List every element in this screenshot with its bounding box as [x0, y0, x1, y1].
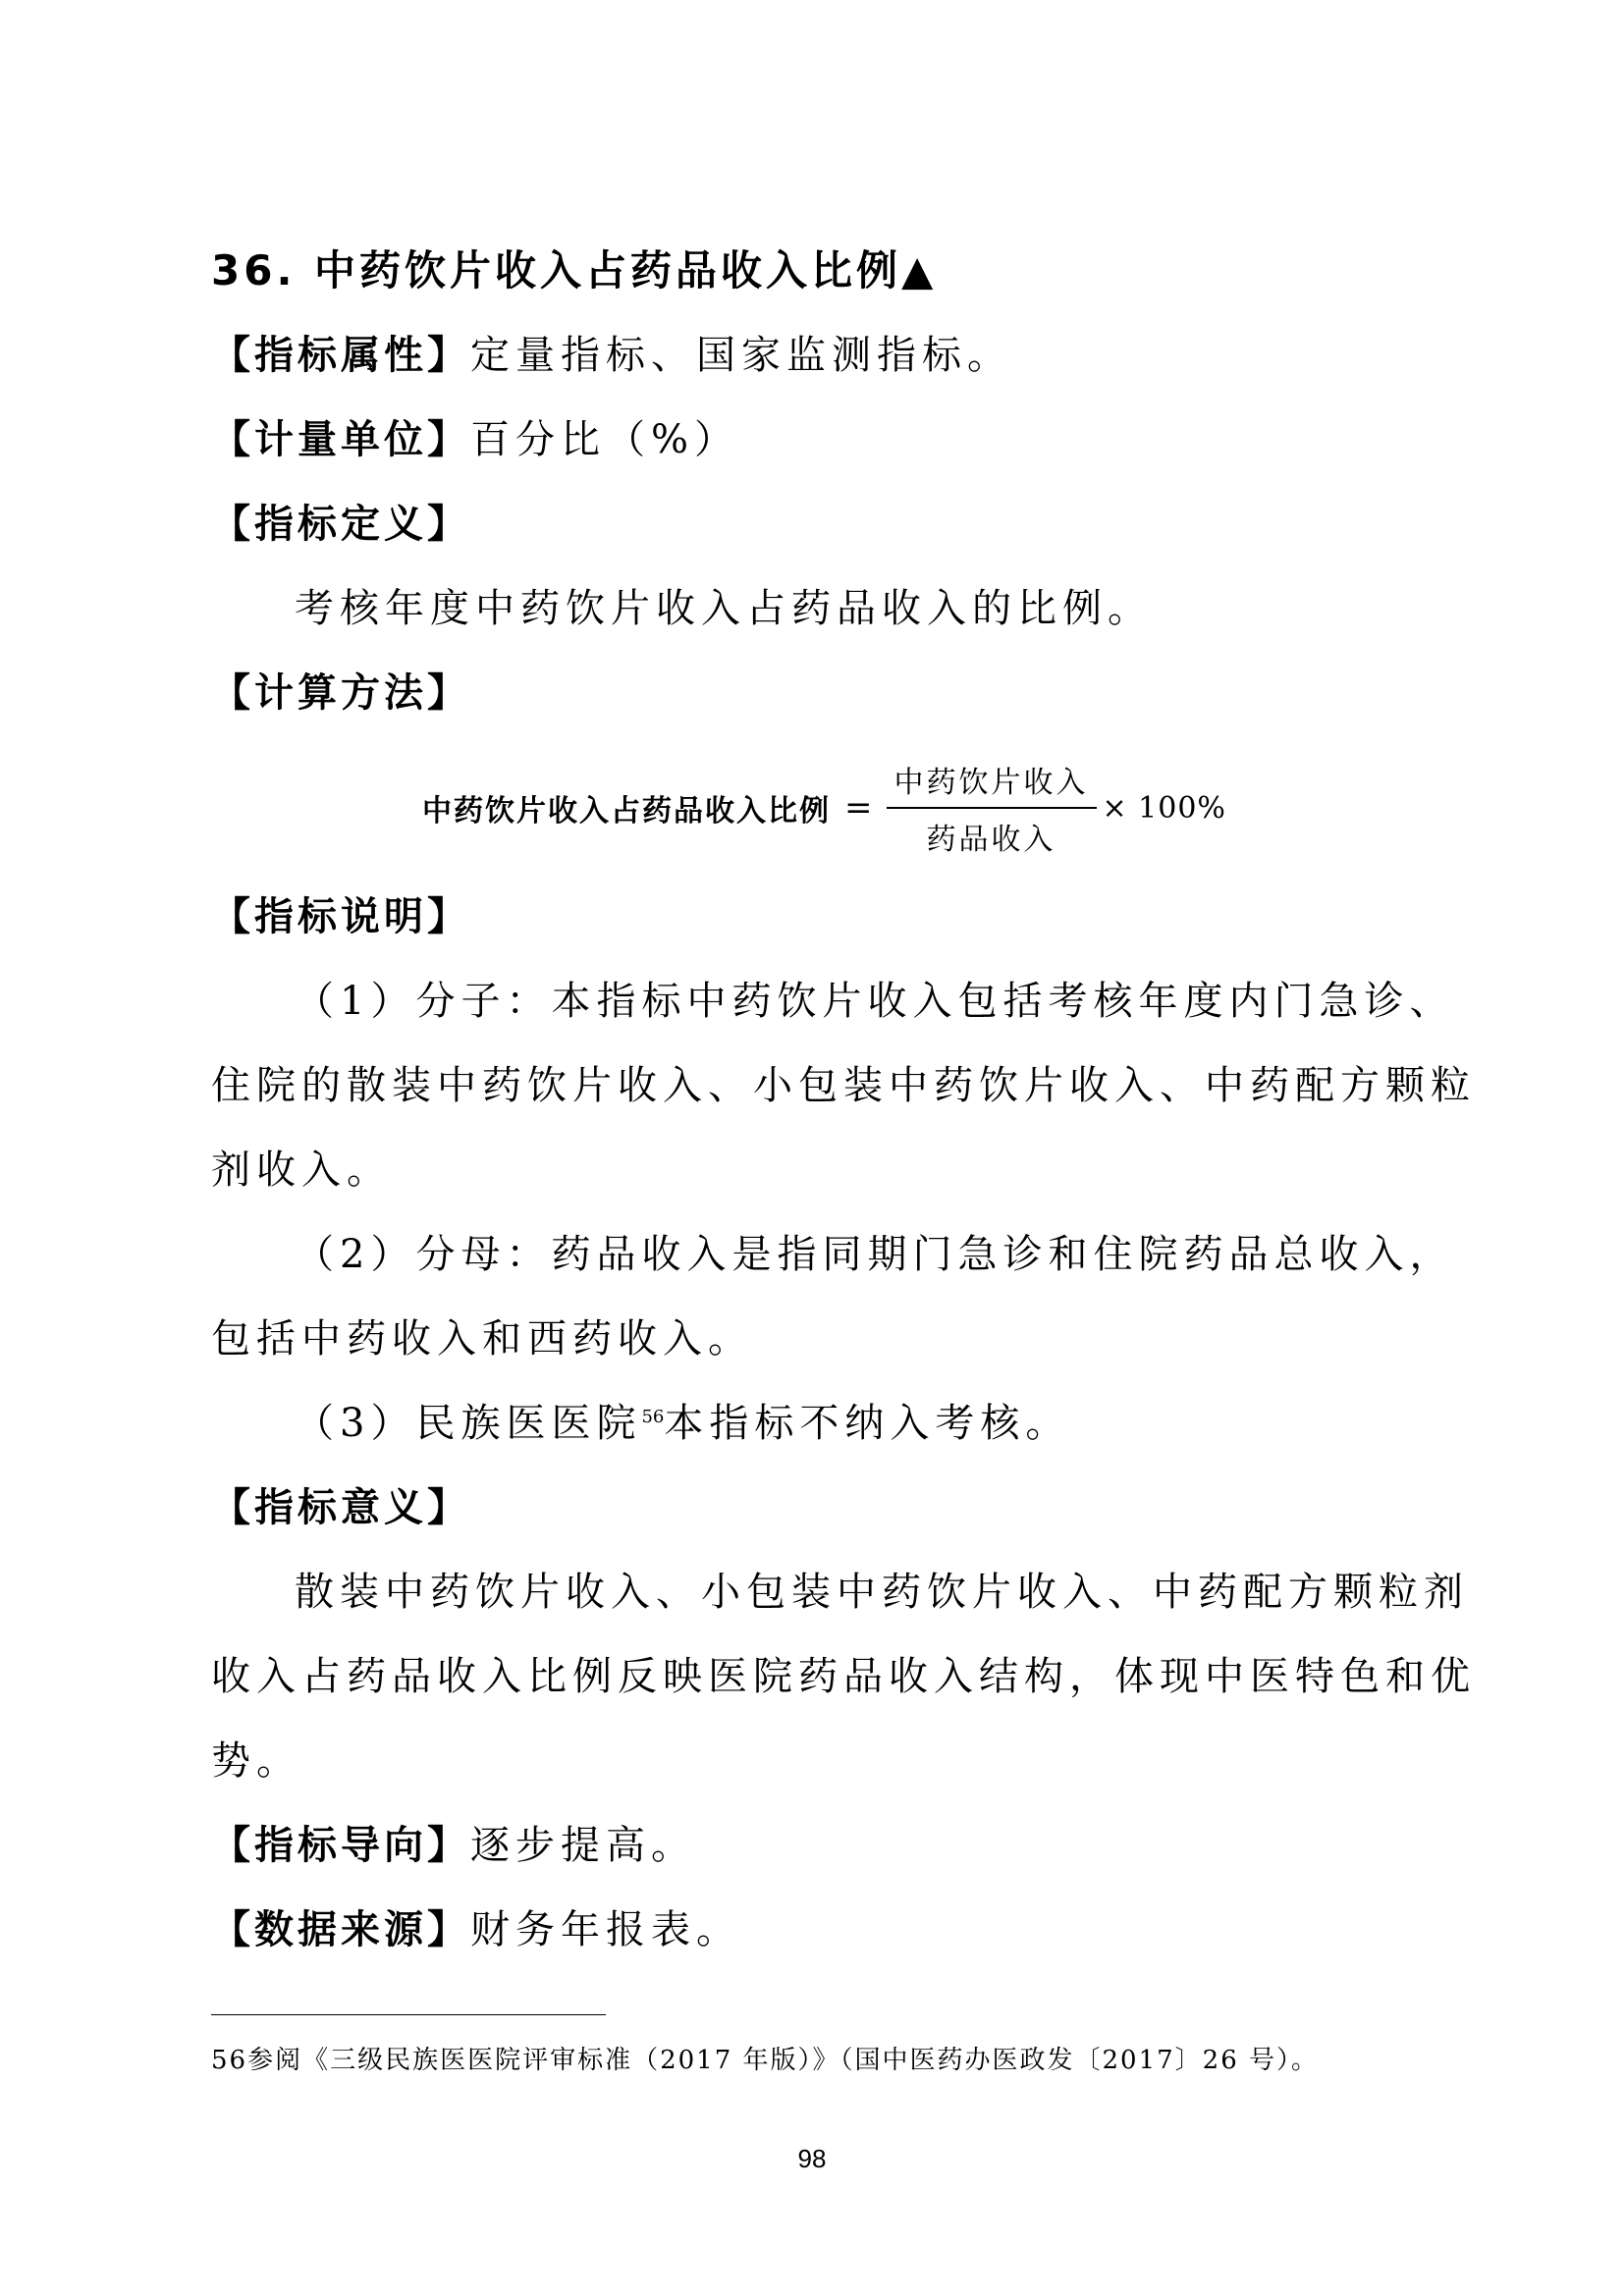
explanation-item2-line1: （2）分母：药品收入是指同期门急诊和住院药品总收入， [295, 1232, 1455, 1277]
formula-numerator: 中药饮片收入 [887, 758, 1097, 809]
page-number: 98 [797, 2144, 827, 2173]
source-label: 【数据来源】 [211, 1907, 470, 1952]
formula [422, 758, 1226, 858]
definition-text: 考核年度中药饮片收入占药品收入的比例。 [295, 586, 1153, 631]
source-value: 财务年报表。 [470, 1907, 741, 1952]
formula-denominator: 药品收入 [926, 823, 1056, 857]
significance-label: 【指标意义】 [211, 1485, 470, 1530]
unit-label: 【计量单位】 [211, 417, 470, 462]
unit-value: 百分比（%） [470, 417, 740, 462]
source-row [211, 1906, 741, 1953]
footnote-ref: 56 [641, 1407, 665, 1427]
direction-label: 【指标导向】 [211, 1823, 470, 1868]
explanation-item3 [295, 1400, 1070, 1447]
significance-line3: 势。 [211, 1738, 301, 1784]
explanation-item1-line3: 剂收入。 [211, 1148, 392, 1193]
unit-row [211, 416, 739, 463]
explanation-item3-pre: （3）民族医医院 [295, 1401, 642, 1446]
explanation-label: 【指标说明】 [211, 894, 470, 939]
direction-row [211, 1822, 696, 1869]
footnote-divider [211, 2014, 606, 2015]
section-title: 36. 中药饮片收入占药品收入比例▲ [211, 246, 938, 294]
attribute-label: 【指标属性】 [211, 333, 470, 378]
formula-equals: = [844, 788, 873, 828]
calculation-label: 【计算方法】 [211, 670, 470, 716]
explanation-item3-post: 本指标不纳入考核。 [664, 1401, 1071, 1446]
significance-line1: 散装中药饮片收入、小包装中药饮片收入、中药配方颗粒剂 [295, 1570, 1469, 1615]
formula-fraction [887, 758, 1097, 858]
attribute-row [211, 332, 1012, 379]
formula-multiplier: × 100% [1102, 790, 1226, 826]
attribute-value: 定量指标、国家监测指标。 [470, 333, 1012, 378]
explanation-item2-line2: 包括中药收入和西药收入。 [211, 1316, 753, 1362]
footnote: 56参阅《三级民族医医院评审标准（2017 年版）》（国中医药办医政发〔2017〕26 号）。 [211, 2046, 1320, 2075]
formula-lhs: 中药饮片收入占药品收入比例 [422, 794, 831, 828]
significance-line2: 收入占药品收入比例反映医院药品收入结构，体现中医特色和优 [211, 1654, 1476, 1699]
definition-label: 【指标定义】 [211, 502, 470, 547]
explanation-item1-line1: （1）分子：本指标中药饮片收入包括考核年度内门急诊、 [295, 979, 1455, 1024]
direction-value: 逐步提高。 [470, 1823, 696, 1868]
explanation-item1-line2: 住院的散装中药饮片收入、小包装中药饮片收入、中药配方颗粒 [211, 1063, 1476, 1108]
